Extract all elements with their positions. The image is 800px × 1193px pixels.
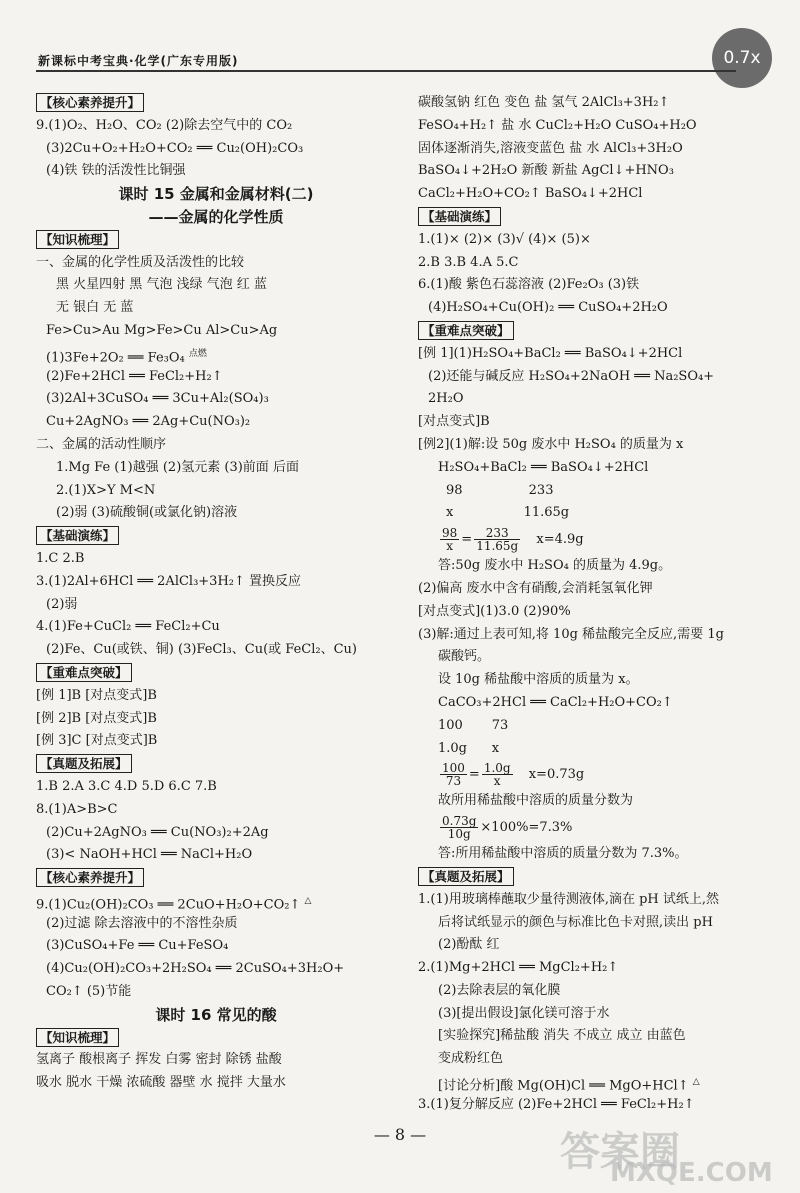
text-line: 黑 火星四射 黑 气泡 浅绿 气泡 红 蓝 — [56, 277, 267, 293]
text-line: (2)弱 (3)硫酸铜(或氯化钠)溶液 — [56, 505, 238, 521]
text-line: (4)H₂SO₄+Cu(OH)₂ ══ CuSO₄+2H₂O — [428, 300, 668, 316]
text-line: 设 10g 稀盐酸中溶质的质量为 x。 — [438, 672, 639, 688]
text-line: [对点变式]B — [418, 414, 490, 430]
text-line: (2)酚酞 红 — [438, 937, 500, 953]
text-line: 100 73 — [438, 717, 509, 733]
text-line: 氢离子 酸根离子 挥发 白雾 密封 除锈 盐酸 — [36, 1052, 282, 1068]
text-line: (2)还能与碱反应 H₂SO₄+2NaOH ══ Na₂SO₄+ — [428, 368, 715, 384]
fraction-line: $\frac{100}{73}$ = $\frac{1.0g}{x}$ x=0.73g — [442, 761, 585, 789]
text-line: BaSO₄↓+2H₂O 新酸 新盐 AgCl↓+HNO₃ — [418, 163, 674, 179]
text-line: 2.(1)Mg+2HCl ══ MgCl₂+H₂↑ — [418, 960, 619, 976]
section-heading: 【真题及拓展】 — [36, 753, 396, 776]
section-heading: 【核心素养提升】 — [36, 92, 396, 115]
text-line: [对点变式](1)3.0 (2)90% — [418, 603, 571, 619]
lesson-subtitle: ——金属的化学性质 — [148, 207, 284, 226]
header-rule — [36, 70, 736, 72]
text-line: 二、金属的活动性顺序 — [36, 436, 167, 452]
text-line: [例 2]B [对点变式]B — [36, 710, 157, 726]
text-line: 3.(1)2Al+6HCl ══ 2AlCl₃+3H₂↑ 置换反应 — [36, 573, 302, 589]
fraction: $\frac{1.0g}{x}$ — [483, 761, 511, 789]
equation-line: Cu+2AgNO₃ ══ 2Ag+Cu(NO₃)₂ — [46, 414, 251, 430]
text-line: 6.(1)酸 紫色石蕊溶液 (2)Fe₂O₃ (3)铁 — [418, 277, 640, 293]
text-line: (4)铁 铁的活泼性比铜强 — [46, 163, 186, 179]
text-line: (3)2Cu+O₂+H₂O+CO₂ ══ Cu₂(OH)₂CO₃ — [46, 140, 304, 156]
fraction: $\frac{233}{11.65g}$ — [476, 526, 519, 554]
equation-line: [讨论分析]酸 Mg(OH)Cl ══ MgO+HCl↑ △ — [438, 1077, 700, 1094]
text-line: (2)过滤 除去溶液中的不溶性杂质 — [46, 915, 238, 931]
text-line: FeSO₄+H₂↑ 盐 水 CuCl₂+H₂O CuSO₄+H₂O — [418, 117, 697, 133]
text-line: 碳酸氢钠 红色 变色 盐 氢气 2AlCl₃+3H₂↑ — [418, 95, 670, 110]
text-line: 1.(1)用玻璃棒蘸取少量待测液体,滴在 pH 试纸上,然 — [418, 891, 720, 907]
text-line: CaCl₂+H₂O+CO₂↑ BaSO₄↓+2HCl — [418, 186, 643, 202]
text-line: (4)Cu₂(OH)₂CO₃+2H₂SO₄ ══ 2CuSO₄+3H₂O+ — [46, 961, 345, 977]
lesson-title: 课时 16 常见的酸 — [155, 1005, 277, 1024]
text-line: (2)Cu+2AgNO₃ ══ Cu(NO₃)₂+2Ag — [46, 824, 269, 840]
equation-line: CaCO₃+2HCl ══ CaCl₂+H₂O+CO₂↑ — [438, 694, 673, 710]
equation-line: (1)3Fe+2O₂ ══ Fe₃O₄ $^{点燃}$ — [46, 348, 207, 366]
section-heading: 【重难点突破】 — [418, 320, 768, 343]
text-line: 1.0g x — [438, 740, 500, 756]
text-line: 一、金属的化学性质及活泼性的比较 — [36, 254, 245, 270]
section-heading: 【核心素养提升】 — [36, 867, 396, 890]
text-line: [例 1](1)H₂SO₄+BaCl₂ ══ BaSO₄↓+2HCl — [418, 345, 683, 361]
text-line: 2H₂O — [428, 391, 464, 407]
text-line: 无 银白 无 蓝 — [56, 300, 134, 316]
text-line: 固体逐渐消失,溶液变蓝色 盐 水 AlCl₃+3H₂O — [418, 140, 683, 156]
text-line: 故所用稀盐酸中溶质的质量分数为 — [438, 793, 634, 809]
section-heading: 【基础演练】 — [418, 206, 768, 229]
text-line: 变成粉红色 — [438, 1051, 504, 1067]
text-line: 8.(1)A>B>C — [36, 801, 118, 817]
text-line: 9.(1)O₂、H₂O、CO₂ (2)除去空气中的 CO₂ — [36, 117, 293, 133]
text-line: 吸水 脱水 干燥 浓硫酸 器壁 水 搅拌 大量水 — [36, 1075, 286, 1091]
text-line: 3.(1)复分解反应 (2)Fe+2HCl ══ FeCl₂+H₂↑ — [418, 1096, 695, 1112]
zoom-badge[interactable]: 0.7x — [712, 28, 772, 88]
text-line: Fe>Cu>Au Mg>Fe>Cu Al>Cu>Ag — [46, 322, 278, 338]
text-line: x 11.65g — [446, 505, 570, 521]
text-line: (3)[提出假设]氯化镁可溶于水 — [438, 1005, 610, 1021]
equation-line: (2)Fe+2HCl ══ FeCl₂+H₂↑ — [46, 368, 223, 384]
text-line: (2)Fe、Cu(或铁、铜) (3)FeCl₃、Cu(或 FeCl₂、Cu) — [46, 642, 357, 658]
equation-line: H₂SO₄+BaCl₂ ══ BaSO₄↓+2HCl — [438, 459, 649, 475]
page-number: — 8 — — [373, 1125, 427, 1144]
text-line: 1.(1)× (2)× (3)√ (4)× (5)× — [418, 231, 591, 247]
text-line: 2.(1)X>Y M<N — [56, 482, 156, 498]
text-line: 1.B 2.A 3.C 4.D 5.D 6.C 7.B — [36, 778, 217, 794]
text-line: [例 3]C [对点变式]B — [36, 733, 158, 749]
text-line: [实验探究]稀盐酸 消失 不成立 成立 由蓝色 — [438, 1028, 686, 1044]
lesson-title: 课时 15 金属和金属材料(二) — [118, 185, 314, 204]
section-heading: 【真题及拓展】 — [418, 866, 768, 889]
section-heading: 【重难点突破】 — [36, 662, 396, 685]
left-column — [36, 92, 396, 1095]
fraction-line: $\frac{0.73g}{10g}$ ×100%=7.3% — [442, 814, 573, 842]
text-line: (2)偏高 废水中含有硝酸,会消耗氢氧化钾 — [418, 580, 653, 596]
text-line: 答:50g 废水中 H₂SO₄ 的质量为 4.9g。 — [438, 558, 672, 574]
text-line: (3)CuSO₄+Fe ══ Cu+FeSO₄ — [46, 938, 229, 954]
text-line: 98 233 — [446, 482, 554, 498]
text-line: [例 1]B [对点变式]B — [36, 687, 157, 703]
fraction-line: $\frac{98}{x}$ = $\frac{233}{11.65g}$ x=4.9g — [442, 526, 584, 554]
section-heading: 【知识梳理】 — [36, 1027, 396, 1050]
text-line: 答:所用稀盐酸中溶质的质量分数为 7.3%。 — [438, 846, 688, 862]
section-heading: 【基础演练】 — [36, 525, 396, 548]
text-line: (3)< NaOH+HCl ══ NaCl+H₂O — [46, 847, 253, 863]
text-line: 碳酸钙。 — [438, 649, 491, 665]
fraction: $\frac{98}{x}$ — [442, 526, 458, 554]
fraction: $\frac{0.73g}{10g}$ — [442, 814, 477, 842]
equation-line: 9.(1)Cu₂(OH)₂CO₃ ══ 2CuO+H₂O+CO₂↑ △ — [36, 895, 312, 913]
section-heading: 【知识梳理】 — [36, 229, 396, 252]
text-line: 2.B 3.B 4.A 5.C — [418, 254, 519, 270]
text-line: (2)弱 — [46, 596, 78, 612]
fraction: $\frac{100}{73}$ — [442, 761, 465, 789]
right-column — [418, 92, 768, 1117]
text-line: [例2](1)解:设 50g 废水中 H₂SO₄ 的质量为 x — [418, 436, 684, 452]
text-line: CO₂↑ (5)节能 — [46, 984, 132, 1000]
text-line: 1.C 2.B — [36, 550, 85, 566]
equation-line: (3)2Al+3CuSO₄ ══ 3Cu+Al₂(SO₄)₃ — [46, 391, 269, 407]
text-line: (3)解:通过上表可知,将 10g 稀盐酸完全反应,需要 1g — [418, 626, 724, 642]
text-line: 1.Mg Fe (1)越强 (2)氢元素 (3)前面 后面 — [56, 459, 299, 475]
watermark-url: MXQE.COM — [610, 1158, 773, 1188]
page-header: 新课标中考宝典·化学(广东专用版) — [38, 54, 239, 68]
text-line: 4.(1)Fe+CuCl₂ ══ FeCl₂+Cu — [36, 619, 220, 635]
text-line: 后将试纸显示的颜色与标准比色卡对照,读出 pH — [438, 914, 713, 930]
watermark-logo: 答案圈 — [560, 1129, 680, 1175]
text-line: (2)去除表层的氧化膜 — [438, 982, 561, 998]
